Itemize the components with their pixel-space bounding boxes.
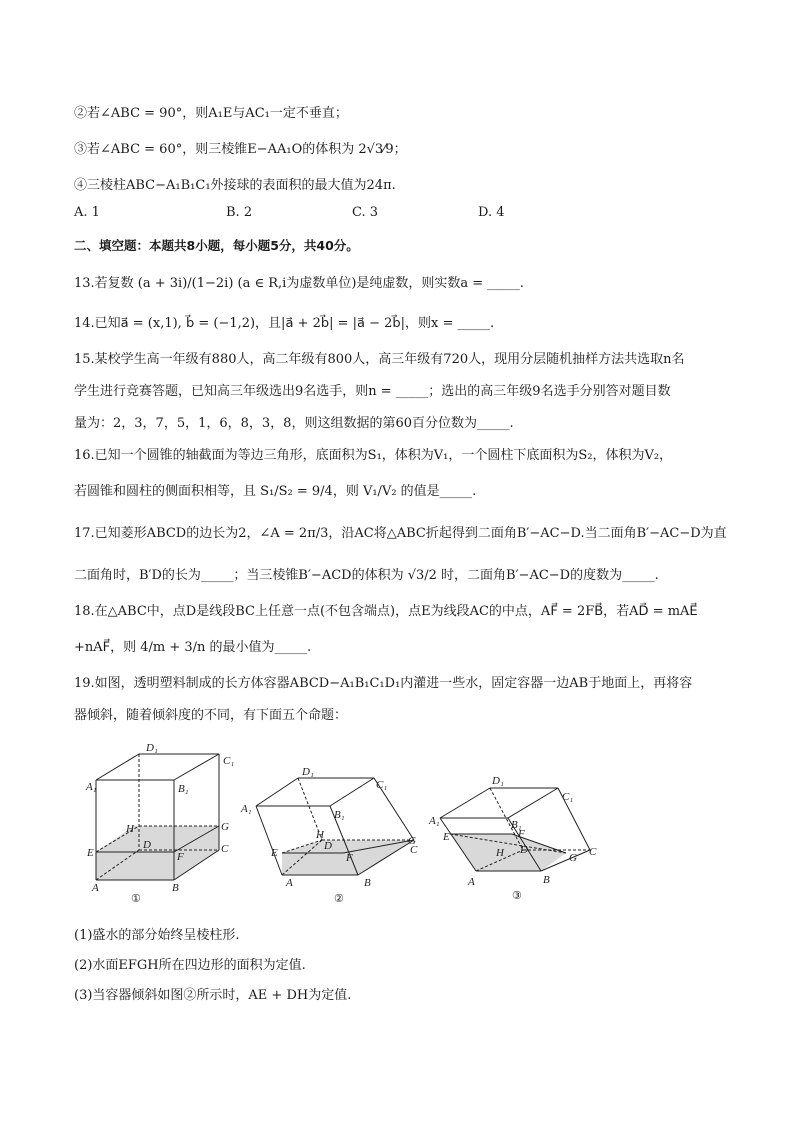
fig1-label-g: G xyxy=(221,821,229,833)
fig3-label-a1: A₁ xyxy=(429,815,440,827)
fig2-label-c1: C₁ xyxy=(376,779,388,791)
fig1-label-e: E xyxy=(87,847,94,859)
fig2-label-e: E xyxy=(271,847,278,859)
answer-choices xyxy=(74,205,634,225)
question-14: 14.已知a⃗ = (x,1), b⃗ = (−1,2)，且|a⃗ + 2b⃗| = |a⃗ − 2b⃗|，则x = _____. xyxy=(74,316,495,331)
proposition-2: (2)水面EFGH所在四边形的面积为定值. xyxy=(74,958,306,973)
fig1-label-b: B xyxy=(172,882,179,894)
question-15-line-3: 量为：2，3，7，5，1，6，8，3，8，则这组数据的第60百分位数为_____. xyxy=(74,416,514,431)
fig3-label-g: G xyxy=(569,852,577,864)
choice-d[interactable]: D. 4 xyxy=(478,205,505,220)
section-title-fill-blank: 二、填空题：本题共8小题，每小题5分，共40分。 xyxy=(74,238,359,253)
question-15-line-2: 学生进行竞赛答题，已知高三年级选出9名选手，则n = _____；选出的高三年级9名选手分别答对题目数 xyxy=(74,384,671,399)
choice-a[interactable]: A. 1 xyxy=(74,205,100,220)
question-19-line-1: 19.如图，透明塑料制成的长方体容器ABCD−A₁B₁C₁D₁内灌进一些水，固定容器一边AB于地面上，再将容 xyxy=(74,676,693,691)
fig1-label-c: C xyxy=(221,843,229,855)
statement-2: ②若∠ABC = 90°，则A₁E与AC₁一定不垂直； xyxy=(74,106,348,121)
fig1-caption: ① xyxy=(131,893,141,905)
statement-3: ③若∠ABC = 60°，则三棱锥E−AA₁O的体积为 2√3⁄9； xyxy=(74,142,407,157)
question-18-line-1: 18.在△ABC中，点D是线段BC上任意一点(不包含端点)，点E为线段AC的中点，AF⃗ = 2FB⃗，若AD⃗ = mAE⃗ xyxy=(74,604,698,619)
fig3-label-d1: D₁ xyxy=(492,775,504,787)
fig1-label-b1: B₁ xyxy=(178,783,189,795)
fig2-label-a: A xyxy=(286,877,293,889)
question-18-line-2: +nAF⃗，则 4/m + 3/n 的最小值为_____. xyxy=(74,640,312,655)
fig2-caption: ② xyxy=(334,893,344,905)
fig1-label-a: A xyxy=(92,882,99,894)
fig1-label-h: H xyxy=(126,823,134,835)
fig2-label-a1: A₁ xyxy=(241,803,252,815)
fig2-label-f: F xyxy=(346,852,353,864)
fig3-label-h: H xyxy=(496,847,504,859)
fig2-label-h: H xyxy=(316,829,324,841)
fig1-label-f: F xyxy=(177,851,184,863)
question-13: 13.若复数 (a + 3i)/(1−2i) (a ∈ R,i为虚数单位)是纯虚数，则实数a = _____. xyxy=(74,276,524,291)
fig2-label-c: C xyxy=(410,844,418,856)
fig2-label-b: B xyxy=(364,877,371,889)
fig3-label-b: B xyxy=(543,874,550,886)
fig2-label-b1: B₁ xyxy=(334,809,345,821)
choice-b[interactable]: B. 2 xyxy=(226,205,253,220)
question-16-line-1: 16.已知一个圆锥的轴截面为等边三角形，底面积为S₁，体积为V₁，一个圆柱下底面积为S₂，体积为V₂， xyxy=(74,448,673,463)
fig3-label-c: C xyxy=(589,846,597,858)
fig1-label-c1: C₁ xyxy=(223,755,235,767)
fig3-label-a: A xyxy=(468,876,475,888)
question-19-line-2: 器倾斜，随着倾斜度的不同，有下面五个命题： xyxy=(74,708,348,723)
fig3-label-d: D xyxy=(520,844,528,856)
choice-c[interactable]: C. 3 xyxy=(352,205,379,220)
fig3-label-b1: B₁ xyxy=(511,819,522,831)
proposition-3: (3)当容器倾斜如图②所示时，AE + DH为定值. xyxy=(74,988,352,1003)
figure-2-tilted-box xyxy=(238,740,423,905)
statement-4: ④三棱柱ABC−A₁B₁C₁外接球的表面积的最大值为24π. xyxy=(74,178,396,193)
fig1-label-a1: A₁ xyxy=(86,781,97,793)
figure-1-upright-box xyxy=(84,740,244,905)
question-17-line-2: 二面角时，B′D的长为_____；当三棱锥B′−ACD的体积为 √3/2 时，二面角B′−AC−D的度数为_____. xyxy=(74,568,659,583)
fig2-label-d1: D₁ xyxy=(302,766,314,778)
question-16-line-2: 若圆锥和圆柱的侧面积相等，且 S₁/S₂ = 9/4，则 V₁/V₂ 的值是_____. xyxy=(74,484,477,499)
fig1-label-d: D xyxy=(143,839,151,851)
question-17-line-1: 17.已知菱形ABCD的边长为2，∠A = 2π/3，沿AC将△ABC折起得到二面角B′−AC−D.当二面角B′−AC−D为直 xyxy=(74,526,727,541)
fig3-label-e: E xyxy=(443,831,450,843)
fig3-caption: ③ xyxy=(512,890,522,902)
figure-3-tilted-box xyxy=(428,740,603,905)
fig3-label-c1: C₁ xyxy=(562,791,574,803)
fig2-label-d: D xyxy=(324,840,332,852)
proposition-1: (1)盛水的部分始终呈棱柱形. xyxy=(74,928,240,943)
fig2-label-g: G xyxy=(408,835,416,847)
question-15-line-1: 15.某校学生高一年级有880人，高二年级有800人，高三年级有720人，现用分层随机抽样方法共选取n名 xyxy=(74,352,685,367)
fig3-label-f: F xyxy=(518,828,525,840)
fig1-label-d1: D₁ xyxy=(146,742,158,754)
